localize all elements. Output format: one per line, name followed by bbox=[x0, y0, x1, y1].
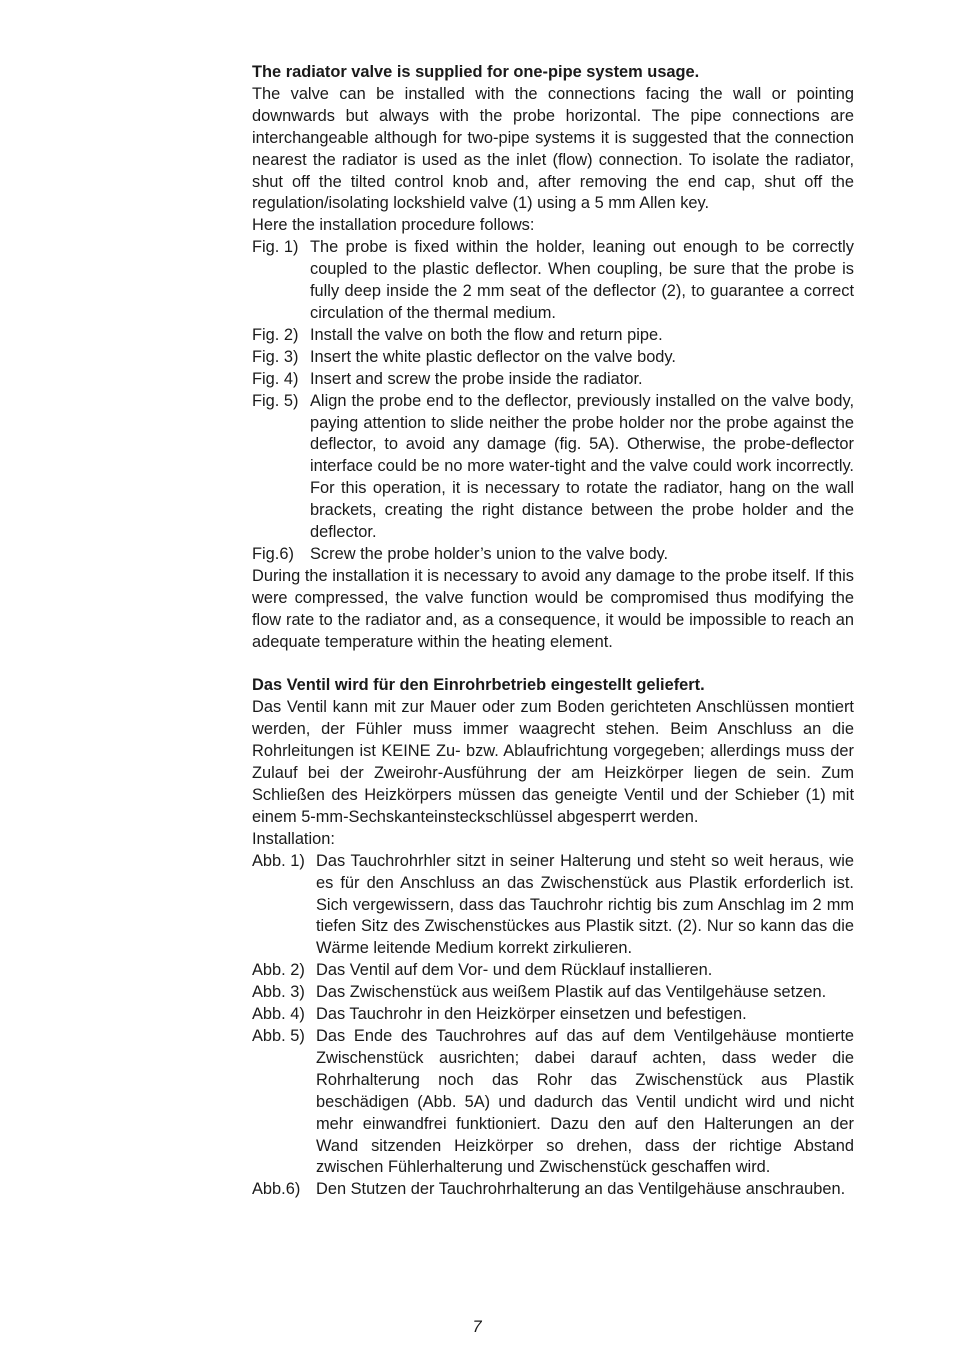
step-label: Fig. 3) bbox=[252, 347, 299, 366]
german-title: Das Ventil wird für den Einrohrbetrieb eingestellt geliefert. bbox=[252, 676, 705, 695]
step-label: Abb. 3) bbox=[252, 983, 305, 1002]
step-text: Das Tauchrohrhler sitzt in seiner Halterung und steht so weit heraus, wie es für den Anschluss an das Zwischenstück aus Plastik erforderlich ist. Sich vergewissern, dass das Tauchrohr richtig bis zum Anschlag im 2 mm tiefen Sitz des Zwischenstückes aus Plastik sitzt. (2). Nur so kann das die Wärme leitende Medium korrekt zirkulieren. bbox=[316, 851, 854, 958]
english-title: The radiator valve is supplied for one-pipe system usage. bbox=[252, 63, 700, 81]
english-step-3 bbox=[252, 347, 854, 369]
german-section bbox=[252, 675, 854, 1201]
step-text: Das Tauchrohr in den Heizkörper einsetzen und befestigen. bbox=[316, 1005, 747, 1024]
step-label: Abb. 2) bbox=[252, 961, 305, 980]
step-text: Das Ventil auf dem Vor- und dem Rücklauf installieren. bbox=[316, 961, 713, 980]
english-step-1 bbox=[252, 237, 854, 325]
german-step-5 bbox=[252, 1026, 854, 1179]
english-step-6 bbox=[252, 544, 854, 566]
english-closing: During the installation it is necessary to avoid any damage to the probe itself. If this were compressed, the valve function would be compromised thus modifying the flow rate to the radiator and, as a consequence, it would be impossible to reach an adequate temperature within the heating element. bbox=[252, 566, 854, 651]
page-number: 7 bbox=[472, 1318, 482, 1336]
english-section bbox=[252, 62, 854, 653]
step-label: Abb. 5) bbox=[252, 1026, 305, 1045]
step-text: The probe is fixed within the holder, leaning out enough to be correctly coupled to the plastic deflector. When coupling, be sure that the probe is fully deep inside the 2 mm seat of the deflector (2), to guarantee a correct circulation of the thermal medium. bbox=[310, 238, 854, 322]
step-label: Fig. 5) bbox=[252, 391, 299, 410]
step-label: Abb.6) bbox=[252, 1180, 301, 1199]
step-text: Align the probe end to the deflector, previously installed on the valve body, paying attention to slide neither the probe holder nor the probe against the deflector, to avoid any damage (fig. 5A). Otherwise, the probe-deflector interface could be no more water-tight and the valve could work incorrectly. For this operation, it is necessary to rotate the radiator, hang on the wall brackets, creating the right distance between the probe holder and the deflector. bbox=[310, 391, 854, 542]
german-intro: Das Ventil kann mit zur Mauer oder zum Boden gerichteten Anschlüssen montiert werden, der Fühler muss immer waagrecht stehen. Beim Anschluss an die Rohrleitungen ist KEINE Zu- bzw. Ablaufrichtung vorgegeben; allerdings muss der Zulauf bei der Zweirohr-Ausführung der am Heizkörper liegen de sein. Zum Schließen des Heizkörpers müssen das geneigte Ventil und der Schieber (1) mit einem 5-mm-Sechskanteinsteckschlüssel abgesperrt werden. bbox=[252, 698, 854, 826]
step-text: Den Stutzen der Tauchrohrhalterung an das Ventilgehäuse anschrauben. bbox=[316, 1180, 846, 1199]
step-label: Abb. 1) bbox=[252, 851, 305, 870]
step-label: Fig. 2) bbox=[252, 325, 299, 344]
german-step-1 bbox=[252, 851, 854, 961]
step-text: Insert and screw the probe inside the radiator. bbox=[310, 369, 643, 388]
german-step-6 bbox=[252, 1179, 854, 1201]
step-label: Fig. 4) bbox=[252, 369, 299, 388]
text-column bbox=[252, 62, 854, 1201]
german-step-2 bbox=[252, 960, 854, 982]
step-text: Install the valve on both the flow and return pipe. bbox=[310, 325, 663, 344]
english-step-2 bbox=[252, 325, 854, 347]
step-text: Screw the probe holder’s union to the valve body. bbox=[310, 544, 669, 563]
german-step-4 bbox=[252, 1004, 854, 1026]
step-text: Insert the white plastic deflector on the valve body. bbox=[310, 347, 676, 366]
step-text: Das Ende des Tauchrohres auf das auf dem Ventilgehäuse montierte Zwischenstück ausrichten; dabei darauf achten, dass weder die Rohrhalterung noch das Rohr das Zwischenstück aus Plastik beschädigen (Abb. 5A) und dadurch das Ventil undicht wird und nicht mehr einwandfrei funktioniert. Dazu den auf den Halterungen an der Wand sitzenden Heizkörper so drehen, dass der richtige Abstand zwischen Fühlerhalterung und Zwischenstück geschaffen wird. bbox=[316, 1026, 854, 1177]
english-step-4 bbox=[252, 369, 854, 391]
step-label: Fig.6) bbox=[252, 544, 294, 563]
german-step-3 bbox=[252, 982, 854, 1004]
english-procedure-label: Here the installation procedure follows: bbox=[252, 216, 535, 235]
step-label: Fig. 1) bbox=[252, 238, 299, 257]
step-text: Das Zwischenstück aus weißem Plastik auf das Ventilgehäuse setzen. bbox=[316, 983, 827, 1002]
german-procedure-label: Installation: bbox=[252, 829, 335, 848]
step-label: Abb. 4) bbox=[252, 1005, 305, 1024]
english-step-5 bbox=[252, 391, 854, 544]
english-intro: The valve can be installed with the connections facing the wall or pointing downwards but always with the probe horizontal. The pipe connections are interchangeable although for two-pipe systems it is suggested that the connection nearest the radiator is used as the inlet (flow) connection. To isolate the radiator, shut off the tilted control knob and, after removing the end cap, shut off the regulation/isolating lockshield valve (1) using a 5 mm Allen key. bbox=[252, 84, 854, 213]
